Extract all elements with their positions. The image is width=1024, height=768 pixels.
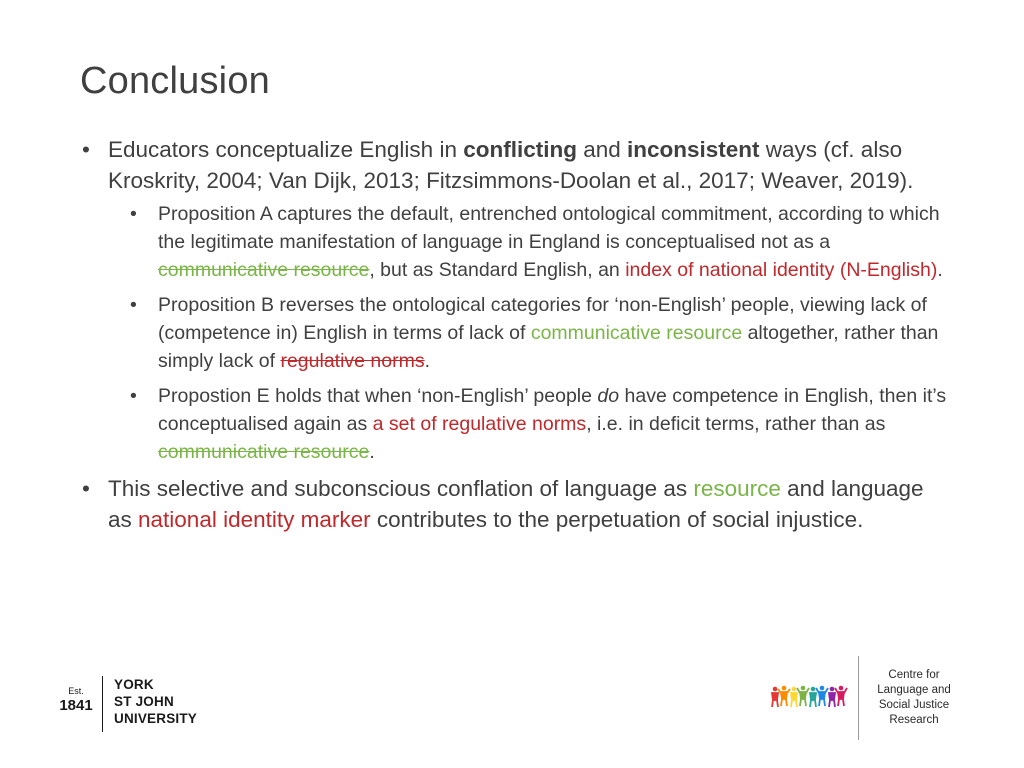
slide-content [80, 134, 950, 535]
emphasis-inconsistent: inconsistent [627, 137, 760, 162]
sub-bullet-proposition-a: • Proposition A captures the default, entrenched ontological commitment, according to which the legitimate manifestation of language in England is conceptualised not as a communicative resource, but as Standard English, an index of national identity (N-English). [158, 200, 948, 284]
bullet-dot: • [130, 385, 137, 407]
highlight-red: a set of regulative norms [372, 413, 587, 435]
bullet-dot: • [82, 137, 90, 162]
bullet-dot: • [130, 294, 137, 316]
logo-divider [858, 656, 859, 740]
sub-bullet-proposition-e: • Propostion E holds that when ‘non-English’ people do have competence in English, then it’s conceptualised again as a set of regulative norms, i.e. in deficit terms, rather than as communicative resource. [158, 382, 948, 466]
highlight-green: communicative resource [530, 322, 743, 344]
highlight-red: national identity marker [138, 507, 371, 532]
bullet-dot: • [130, 203, 137, 225]
struck-term: communicative resource [158, 441, 370, 463]
centre-name: Centre for Language and Social Justice Research [877, 669, 951, 726]
highlight-red: index of national identity (N-English) [625, 259, 938, 281]
established-mark: Est. 1841 [59, 686, 93, 714]
bullet-dot: • [82, 476, 90, 501]
university-name: YORK ST JOHN UNIVERSITY [114, 677, 198, 726]
sub-bullet-proposition-b: • Proposition B reverses the ontological categories for ‘non-English’ people, viewing lack of (competence in) English in terms of lack of communicative resource altogether, rather than simply lack of regulative norms. [158, 291, 948, 375]
slide-title: Conclusion [80, 60, 270, 102]
logo-divider [102, 676, 103, 732]
bullet-1: • Educators conceptualize English in conflicting and inconsistent ways (cf. also Kroskrity, 2004; Van Dijk, 2013; Fitzsimmons-Doolan et al., 2017; Weaver, 2019). [80, 134, 950, 196]
university-logo [56, 676, 216, 732]
struck-term: regulative norms [280, 350, 425, 372]
highlight-green: resource [693, 476, 781, 501]
centre-logo [770, 656, 970, 742]
bullet-2: • This selective and subconscious conflation of language as resource and language as national identity marker contributes to the perpetuation of social injustice. [80, 473, 950, 535]
emphasis-conflicting: conflicting [463, 137, 577, 162]
struck-term: communicative resource [158, 259, 370, 281]
emphasis-do: do [597, 385, 620, 407]
people-figures-icon [770, 684, 852, 708]
